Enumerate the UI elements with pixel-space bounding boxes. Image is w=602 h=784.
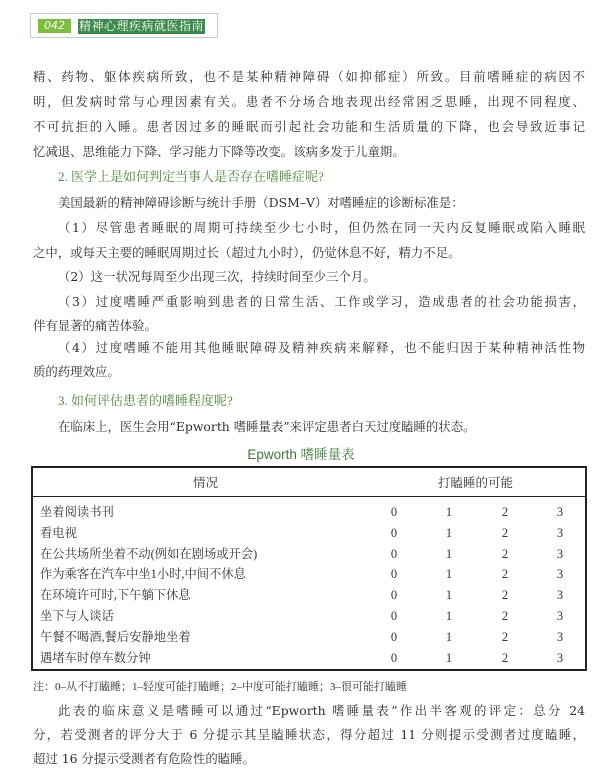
score-cell-3: 3	[556, 546, 564, 561]
table-row	[33, 648, 585, 668]
table-row	[33, 544, 585, 564]
score-cell-1: 1	[445, 609, 453, 623]
table-row	[33, 606, 585, 626]
score-cell-3: 3	[556, 505, 564, 519]
table-row	[33, 502, 585, 522]
score-cell-3: 3	[556, 609, 564, 623]
score-cell-0: 0	[390, 525, 398, 540]
conclusion-line: 超过 16 分提示受测者有危险性的瞌睡。	[33, 751, 255, 766]
body-text-line: 忆减退、思维能力下降、学习能力下降等改变。该病多发于儿童期。	[33, 144, 405, 159]
book-title: 精神心理疾病就医指南	[79, 19, 205, 33]
score-cell-3: 3	[556, 650, 564, 665]
criterion-3-line: 伴有显著的痛苦体验。	[33, 318, 157, 333]
score-cell-0: 0	[390, 650, 398, 665]
score-cell-1: 1	[445, 546, 453, 561]
criterion-1-line: 之中，或每天主要的睡眠周期过长（超过九小时），仍觉休息不好，精力不足。	[33, 245, 461, 260]
score-cell-0: 0	[390, 629, 398, 644]
table-row	[33, 627, 585, 647]
score-cell-2: 2	[501, 609, 509, 623]
table-title: Epworth 嗜睡量表	[247, 447, 355, 462]
conclusion-line: 此表的临床意义是嗜睡可以通过“Epworth 嗜睡量表”作出半客观的评定：总分 24	[58, 703, 585, 718]
score-cell-2: 2	[501, 525, 509, 540]
score-cell-2: 2	[501, 546, 509, 561]
score-cell-0: 0	[390, 546, 398, 561]
table-row	[33, 564, 585, 584]
criterion-1-line: （1）尽管患者睡眠的周期可持续至少七小时，但仍然在同一天内反复睡眠或陷入睡眠	[58, 220, 585, 235]
score-cell-0: 0	[390, 505, 398, 519]
situation-cell: 在环境许可时,下午躺下休息	[40, 588, 191, 603]
table-row	[33, 523, 585, 543]
body-text-line: 在临床上，医生会用“Epworth 嗜睡量表”来评定患者白天过度瞌睡的状态。	[58, 419, 476, 434]
score-cell-0: 0	[390, 567, 398, 582]
score-cell-1: 1	[445, 525, 453, 540]
page-number: 042	[38, 19, 71, 33]
epworth-table	[31, 466, 587, 671]
body-text-line: 不可抗拒的入睡。患者因过多的睡眠而引起社会功能和生活质量的下降，也会导致近事记	[33, 119, 585, 134]
situation-cell: 午餐不喝酒,餐后安静地坐着	[40, 629, 191, 644]
column-header-likelihood: 打瞌睡的可能	[438, 476, 514, 490]
situation-cell: 作为乘客在汽车中坐1小时,中间不休息	[40, 567, 246, 582]
score-cell-1: 1	[445, 505, 453, 519]
score-cell-3: 3	[556, 588, 564, 603]
situation-cell: 在公共场所坐着不动(例如在剧场或开会)	[40, 546, 258, 561]
section-heading-2: 2. 医学上是如何判定当事人是否存在嗜睡症呢?	[58, 169, 324, 184]
score-cell-2: 2	[501, 588, 509, 603]
table-row	[33, 585, 585, 605]
score-cell-1: 1	[445, 588, 453, 603]
situation-cell: 遇堵车时停车数分钟	[40, 650, 151, 665]
table-note: 注：0–从不打瞌睡；1–轻度可能打瞌睡；2–中度可能打瞌睡；3–很可能打瞌睡	[33, 681, 407, 693]
score-cell-0: 0	[390, 609, 398, 623]
section-heading-3: 3. 如何评估患者的嗜睡程度呢?	[58, 393, 233, 408]
score-cell-2: 2	[501, 629, 509, 644]
situation-cell: 看电视	[40, 525, 77, 540]
criterion-4-line: 质的药理效应。	[33, 364, 120, 379]
body-text-line: 明，但发病时常与心理因素有关。患者不分场合地表现出经常困乏思睡，出现不同程度、	[33, 94, 585, 109]
column-header-situation: 情况	[193, 476, 219, 490]
score-cell-1: 1	[445, 650, 453, 665]
conclusion-line: 分，若受测者的评分大于 6 分提示其呈瞌睡状态，得分超过 11 分则提示受测者过度瞌睡，	[33, 727, 585, 742]
score-cell-2: 2	[501, 650, 509, 665]
score-cell-1: 1	[445, 629, 453, 644]
criterion-4-line: （4）过度嗜睡不能用其他睡眠障碍及精神疾病来解释，也不能归因于某种精神活性物	[58, 340, 585, 355]
score-cell-2: 2	[501, 505, 509, 519]
situation-cell: 坐下与人谈话	[40, 609, 114, 623]
score-cell-3: 3	[556, 629, 564, 644]
situation-cell: 坐着阅读书刊	[40, 505, 114, 519]
body-text-line: 美国最新的精神障碍诊断与统计手册（DSM–V）对嗜睡症的诊断标准是：	[58, 195, 464, 210]
score-cell-2: 2	[501, 567, 509, 582]
criterion-2-line: （2）这一状况每周至少出现三次，持续时间至少三个月。	[58, 269, 376, 284]
score-cell-3: 3	[556, 525, 564, 540]
header-divider	[33, 496, 585, 497]
score-cell-1: 1	[445, 567, 453, 582]
criterion-3-line: （3）过度嗜睡严重影响到患者的日常生活、工作或学习，造成患者的社会功能损害，	[58, 294, 585, 309]
score-cell-0: 0	[390, 588, 398, 603]
body-text-line: 精、药物、躯体疾病所致，也不是某种精神障碍（如抑郁症）所致。目前嗜睡症的病因不	[33, 69, 585, 84]
score-cell-3: 3	[556, 567, 564, 582]
